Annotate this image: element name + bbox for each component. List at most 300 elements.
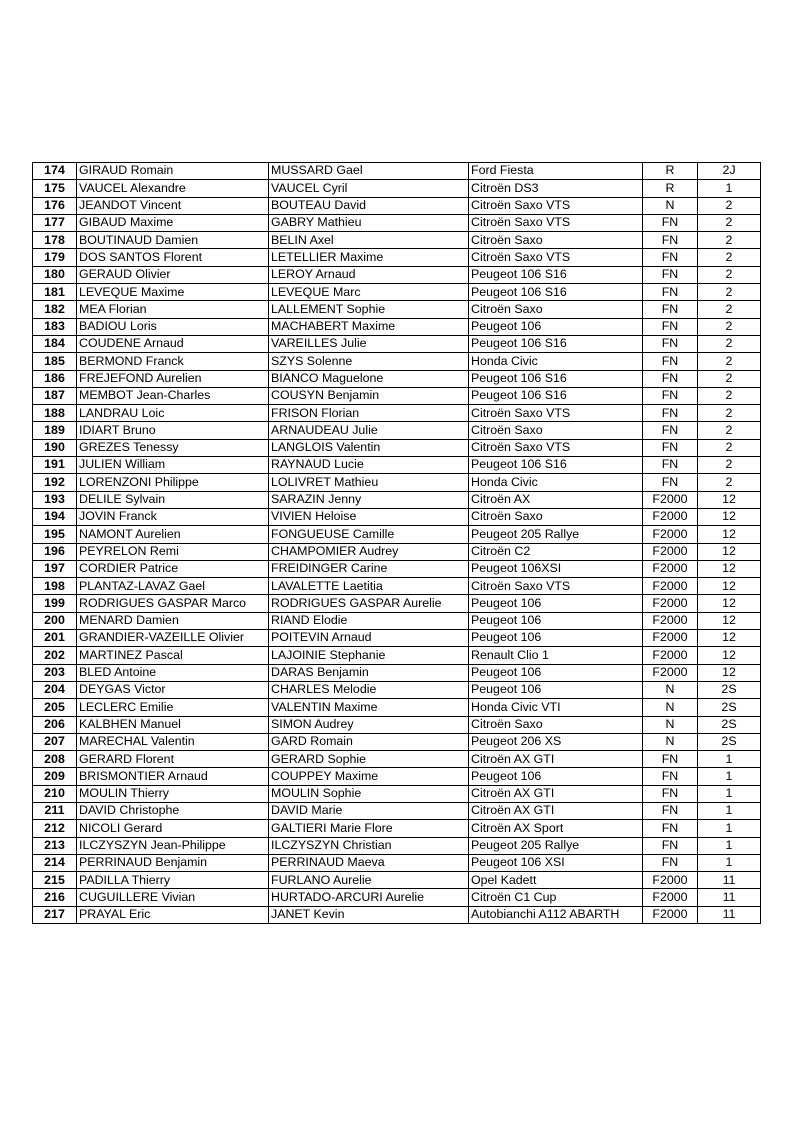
table-row	[33, 733, 761, 750]
group-cell: N	[643, 681, 698, 698]
pilot-name: CORDIER Patrice	[77, 560, 269, 577]
class-cell: 1	[698, 751, 761, 768]
table-row	[33, 837, 761, 854]
table-row	[33, 768, 761, 785]
class-cell: 12	[698, 543, 761, 560]
group-cell: F2000	[643, 508, 698, 525]
table-row	[33, 457, 761, 474]
group-cell: FN	[643, 318, 698, 335]
pilot-name: JULIEN William	[77, 457, 269, 474]
car-model: Citroën Saxo	[469, 508, 643, 525]
entry-number: 205	[33, 699, 77, 716]
group-cell: N	[643, 733, 698, 750]
class-cell: 2	[698, 422, 761, 439]
pilot-name: GIBAUD Maxime	[77, 214, 269, 231]
class-cell: 2	[698, 301, 761, 318]
entry-number: 188	[33, 405, 77, 422]
table-row	[33, 820, 761, 837]
entry-number: 206	[33, 716, 77, 733]
pilot-name: GIRAUD Romain	[77, 163, 269, 180]
group-cell: FN	[643, 820, 698, 837]
entry-number: 196	[33, 543, 77, 560]
car-model: Peugeot 106	[469, 595, 643, 612]
copilot-name: FRISON Florian	[269, 405, 469, 422]
entry-number: 187	[33, 387, 77, 404]
pilot-name: FREJEFOND Aurelien	[77, 370, 269, 387]
group-cell: F2000	[643, 612, 698, 629]
entry-number: 194	[33, 508, 77, 525]
car-model: Citroën AX GTI	[469, 751, 643, 768]
car-model: Autobianchi A112 ABARTH	[469, 906, 643, 923]
copilot-name: GABRY Mathieu	[269, 214, 469, 231]
group-cell: FN	[643, 370, 698, 387]
pilot-name: BERMOND Franck	[77, 353, 269, 370]
class-cell: 11	[698, 889, 761, 906]
group-cell: N	[643, 197, 698, 214]
pilot-name: LEVEQUE Maxime	[77, 284, 269, 301]
group-cell: F2000	[643, 630, 698, 647]
copilot-name: MUSSARD Gael	[269, 163, 469, 180]
entry-number: 185	[33, 353, 77, 370]
entry-list-table	[32, 162, 761, 924]
entry-number: 181	[33, 284, 77, 301]
group-cell: FN	[643, 232, 698, 249]
entry-number: 174	[33, 163, 77, 180]
car-model: Peugeot 106	[469, 681, 643, 698]
class-cell: 12	[698, 630, 761, 647]
group-cell: FN	[643, 768, 698, 785]
pilot-name: PRAYAL Eric	[77, 906, 269, 923]
entry-number: 213	[33, 837, 77, 854]
table-row	[33, 526, 761, 543]
pilot-name: NAMONT Aurelien	[77, 526, 269, 543]
copilot-name: CHAMPOMIER Audrey	[269, 543, 469, 560]
copilot-name: LANGLOIS Valentin	[269, 439, 469, 456]
entry-number: 192	[33, 474, 77, 491]
entry-number: 193	[33, 491, 77, 508]
entry-number: 203	[33, 664, 77, 681]
class-cell: 2	[698, 405, 761, 422]
car-model: Citroën C2	[469, 543, 643, 560]
table-row	[33, 387, 761, 404]
copilot-name: COUSYN Benjamin	[269, 387, 469, 404]
class-cell: 2	[698, 266, 761, 283]
entry-list-body	[33, 163, 761, 924]
car-model: Peugeot 106 S16	[469, 284, 643, 301]
group-cell: FN	[643, 335, 698, 352]
entry-number: 198	[33, 578, 77, 595]
copilot-name: GALTIERI Marie Flore	[269, 820, 469, 837]
copilot-name: VAUCEL Cyril	[269, 180, 469, 197]
copilot-name: VIVIEN Heloise	[269, 508, 469, 525]
copilot-name: RAYNAUD Lucie	[269, 457, 469, 474]
class-cell: 12	[698, 647, 761, 664]
copilot-name: SIMON Audrey	[269, 716, 469, 733]
car-model: Honda Civic VTI	[469, 699, 643, 716]
copilot-name: LEROY Arnaud	[269, 266, 469, 283]
pilot-name: GREZES Tenessy	[77, 439, 269, 456]
group-cell: F2000	[643, 595, 698, 612]
class-cell: 1	[698, 854, 761, 871]
entry-number: 208	[33, 751, 77, 768]
pilot-name: DOS SANTOS Florent	[77, 249, 269, 266]
group-cell: FN	[643, 284, 698, 301]
table-row	[33, 785, 761, 802]
group-cell: F2000	[643, 526, 698, 543]
group-cell: FN	[643, 457, 698, 474]
pilot-name: PLANTAZ-LAVAZ Gael	[77, 578, 269, 595]
pilot-name: DEYGAS Victor	[77, 681, 269, 698]
group-cell: FN	[643, 751, 698, 768]
car-model: Citroën AX	[469, 491, 643, 508]
table-row	[33, 681, 761, 698]
entry-number: 195	[33, 526, 77, 543]
pilot-name: JEANDOT Vincent	[77, 197, 269, 214]
table-row	[33, 197, 761, 214]
pilot-name: BLED Antoine	[77, 664, 269, 681]
car-model: Peugeot 106 S16	[469, 387, 643, 404]
entry-number: 216	[33, 889, 77, 906]
copilot-name: HURTADO-ARCURI Aurelie	[269, 889, 469, 906]
class-cell: 2	[698, 387, 761, 404]
car-model: Opel Kadett	[469, 872, 643, 889]
entry-number: 201	[33, 630, 77, 647]
pilot-name: COUDENE Arnaud	[77, 335, 269, 352]
copilot-name: BIANCO Maguelone	[269, 370, 469, 387]
class-cell: 2	[698, 214, 761, 231]
copilot-name: SZYS Solenne	[269, 353, 469, 370]
class-cell: 11	[698, 906, 761, 923]
group-cell: F2000	[643, 578, 698, 595]
table-row	[33, 405, 761, 422]
class-cell: 12	[698, 560, 761, 577]
class-cell: 12	[698, 578, 761, 595]
copilot-name: LAVALETTE Laetitia	[269, 578, 469, 595]
pilot-name: BADIOU Loris	[77, 318, 269, 335]
copilot-name: JANET Kevin	[269, 906, 469, 923]
car-model: Citroën AX Sport	[469, 820, 643, 837]
copilot-name: VALENTIN Maxime	[269, 699, 469, 716]
car-model: Citroën Saxo	[469, 232, 643, 249]
table-row	[33, 647, 761, 664]
copilot-name: SARAZIN Jenny	[269, 491, 469, 508]
car-model: Peugeot 106	[469, 768, 643, 785]
pilot-name: IDIART Bruno	[77, 422, 269, 439]
pilot-name: GRANDIER-VAZEILLE Olivier	[77, 630, 269, 647]
car-model: Honda Civic	[469, 353, 643, 370]
entry-number: 199	[33, 595, 77, 612]
pilot-name: PEYRELON Remi	[77, 543, 269, 560]
pilot-name: ILCZYSZYN Jean-Philippe	[77, 837, 269, 854]
group-cell: F2000	[643, 543, 698, 560]
class-cell: 12	[698, 595, 761, 612]
pilot-name: VAUCEL Alexandre	[77, 180, 269, 197]
table-row	[33, 318, 761, 335]
class-cell: 1	[698, 785, 761, 802]
entry-number: 190	[33, 439, 77, 456]
entry-number: 200	[33, 612, 77, 629]
car-model: Peugeot 106 S16	[469, 457, 643, 474]
entry-number: 176	[33, 197, 77, 214]
class-cell: 2	[698, 439, 761, 456]
car-model: Renault Clio 1	[469, 647, 643, 664]
car-model: Citroën DS3	[469, 180, 643, 197]
group-cell: FN	[643, 474, 698, 491]
car-model: Peugeot 205 Rallye	[469, 837, 643, 854]
copilot-name: LOLIVRET Mathieu	[269, 474, 469, 491]
class-cell: 12	[698, 612, 761, 629]
group-cell: FN	[643, 266, 698, 283]
table-row	[33, 560, 761, 577]
table-row	[33, 578, 761, 595]
group-cell: FN	[643, 249, 698, 266]
class-cell: 2	[698, 197, 761, 214]
copilot-name: VAREILLES Julie	[269, 335, 469, 352]
table-row	[33, 751, 761, 768]
car-model: Peugeot 106	[469, 612, 643, 629]
pilot-name: NICOLI Gerard	[77, 820, 269, 837]
entry-number: 178	[33, 232, 77, 249]
group-cell: FN	[643, 214, 698, 231]
copilot-name: LETELLIER Maxime	[269, 249, 469, 266]
table-row	[33, 491, 761, 508]
pilot-name: MARECHAL Valentin	[77, 733, 269, 750]
car-model: Peugeot 106	[469, 318, 643, 335]
copilot-name: GERARD Sophie	[269, 751, 469, 768]
car-model: Peugeot 205 Rallye	[469, 526, 643, 543]
group-cell: F2000	[643, 647, 698, 664]
pilot-name: DAVID Christophe	[77, 802, 269, 819]
car-model: Peugeot 106 S16	[469, 266, 643, 283]
entry-number: 210	[33, 785, 77, 802]
class-cell: 2S	[698, 681, 761, 698]
entry-number: 189	[33, 422, 77, 439]
copilot-name: COUPPEY Maxime	[269, 768, 469, 785]
entry-number: 214	[33, 854, 77, 871]
entry-number: 180	[33, 266, 77, 283]
table-row	[33, 301, 761, 318]
entry-number: 211	[33, 802, 77, 819]
car-model: Citroën Saxo VTS	[469, 214, 643, 231]
entry-number: 182	[33, 301, 77, 318]
class-cell: 1	[698, 802, 761, 819]
class-cell: 2S	[698, 733, 761, 750]
entry-number: 179	[33, 249, 77, 266]
pilot-name: KALBHEN Manuel	[77, 716, 269, 733]
car-model: Citroën Saxo VTS	[469, 405, 643, 422]
group-cell: FN	[643, 353, 698, 370]
pilot-name: RODRIGUES GASPAR Marco	[77, 595, 269, 612]
pilot-name: BRISMONTIER Arnaud	[77, 768, 269, 785]
car-model: Citroën AX GTI	[469, 802, 643, 819]
pilot-name: LANDRAU Loic	[77, 405, 269, 422]
class-cell: 12	[698, 491, 761, 508]
entry-number: 175	[33, 180, 77, 197]
car-model: Honda Civic	[469, 474, 643, 491]
entry-number: 183	[33, 318, 77, 335]
table-row	[33, 906, 761, 923]
car-model: Citroën Saxo	[469, 422, 643, 439]
car-model: Peugeot 106 S16	[469, 370, 643, 387]
copilot-name: FREIDINGER Carine	[269, 560, 469, 577]
table-row	[33, 439, 761, 456]
table-row	[33, 232, 761, 249]
copilot-name: POITEVIN Arnaud	[269, 630, 469, 647]
copilot-name: ILCZYSZYN Christian	[269, 837, 469, 854]
copilot-name: LALLEMENT Sophie	[269, 301, 469, 318]
copilot-name: GARD Romain	[269, 733, 469, 750]
class-cell: 2J	[698, 163, 761, 180]
table-row	[33, 612, 761, 629]
class-cell: 1	[698, 820, 761, 837]
group-cell: F2000	[643, 491, 698, 508]
class-cell: 12	[698, 526, 761, 543]
car-model: Citroën Saxo VTS	[469, 197, 643, 214]
table-row	[33, 163, 761, 180]
class-cell: 2	[698, 249, 761, 266]
table-row	[33, 543, 761, 560]
table-row	[33, 889, 761, 906]
group-cell: F2000	[643, 664, 698, 681]
car-model: Citroën Saxo VTS	[469, 439, 643, 456]
class-cell: 1	[698, 768, 761, 785]
pilot-name: LECLERC Emilie	[77, 699, 269, 716]
group-cell: F2000	[643, 889, 698, 906]
entry-number: 217	[33, 906, 77, 923]
table-row	[33, 214, 761, 231]
car-model: Citroën Saxo VTS	[469, 578, 643, 595]
pilot-name: MENARD Damien	[77, 612, 269, 629]
group-cell: FN	[643, 405, 698, 422]
class-cell: 12	[698, 664, 761, 681]
group-cell: FN	[643, 837, 698, 854]
class-cell: 2	[698, 457, 761, 474]
pilot-name: PERRINAUD Benjamin	[77, 854, 269, 871]
class-cell: 1	[698, 180, 761, 197]
copilot-name: PERRINAUD Maeva	[269, 854, 469, 871]
entry-number: 177	[33, 214, 77, 231]
table-row	[33, 284, 761, 301]
class-cell: 2	[698, 353, 761, 370]
class-cell: 2	[698, 318, 761, 335]
table-row	[33, 180, 761, 197]
pilot-name: PADILLA Thierry	[77, 872, 269, 889]
entry-number: 215	[33, 872, 77, 889]
class-cell: 2S	[698, 699, 761, 716]
copilot-name: DARAS Benjamin	[269, 664, 469, 681]
group-cell: FN	[643, 785, 698, 802]
pilot-name: MOULIN Thierry	[77, 785, 269, 802]
car-model: Citroën Saxo VTS	[469, 249, 643, 266]
group-cell: N	[643, 699, 698, 716]
table-row	[33, 353, 761, 370]
table-row	[33, 854, 761, 871]
copilot-name: MOULIN Sophie	[269, 785, 469, 802]
table-row	[33, 716, 761, 733]
class-cell: 2	[698, 284, 761, 301]
pilot-name: MEMBOT Jean-Charles	[77, 387, 269, 404]
class-cell: 12	[698, 508, 761, 525]
group-cell: F2000	[643, 560, 698, 577]
car-model: Peugeot 206 XS	[469, 733, 643, 750]
table-row	[33, 422, 761, 439]
entry-number: 191	[33, 457, 77, 474]
group-cell: FN	[643, 387, 698, 404]
copilot-name: FONGUEUSE Camille	[269, 526, 469, 543]
pilot-name: GERARD Florent	[77, 751, 269, 768]
car-model: Peugeot 106XSI	[469, 560, 643, 577]
copilot-name: RODRIGUES GASPAR Aurelie	[269, 595, 469, 612]
group-cell: FN	[643, 301, 698, 318]
table-row	[33, 249, 761, 266]
copilot-name: ARNAUDEAU Julie	[269, 422, 469, 439]
pilot-name: JOVIN Franck	[77, 508, 269, 525]
group-cell: R	[643, 180, 698, 197]
table-row	[33, 872, 761, 889]
group-cell: N	[643, 716, 698, 733]
entry-number: 197	[33, 560, 77, 577]
pilot-name: CUGUILLERE Vivian	[77, 889, 269, 906]
car-model: Peugeot 106 XSI	[469, 854, 643, 871]
copilot-name: BELIN Axel	[269, 232, 469, 249]
table-row	[33, 630, 761, 647]
table-row	[33, 335, 761, 352]
class-cell: 2S	[698, 716, 761, 733]
table-row	[33, 664, 761, 681]
class-cell: 2	[698, 370, 761, 387]
copilot-name: LAJOINIE Stephanie	[269, 647, 469, 664]
group-cell: F2000	[643, 906, 698, 923]
class-cell: 2	[698, 335, 761, 352]
group-cell: FN	[643, 422, 698, 439]
table-row	[33, 595, 761, 612]
car-model: Peugeot 106	[469, 630, 643, 647]
car-model: Citroën C1 Cup	[469, 889, 643, 906]
class-cell: 2	[698, 232, 761, 249]
car-model: Citroën Saxo	[469, 301, 643, 318]
entry-number: 184	[33, 335, 77, 352]
entry-number: 204	[33, 681, 77, 698]
table-row	[33, 508, 761, 525]
car-model: Peugeot 106 S16	[469, 335, 643, 352]
copilot-name: FURLANO Aurelie	[269, 872, 469, 889]
entry-number: 186	[33, 370, 77, 387]
copilot-name: BOUTEAU David	[269, 197, 469, 214]
class-cell: 11	[698, 872, 761, 889]
group-cell: FN	[643, 802, 698, 819]
table-row	[33, 802, 761, 819]
entry-number: 202	[33, 647, 77, 664]
group-cell: F2000	[643, 872, 698, 889]
group-cell: FN	[643, 854, 698, 871]
copilot-name: LEVEQUE Marc	[269, 284, 469, 301]
class-cell: 2	[698, 474, 761, 491]
car-model: Citroën AX GTI	[469, 785, 643, 802]
copilot-name: RIAND Elodie	[269, 612, 469, 629]
class-cell: 1	[698, 837, 761, 854]
car-model: Peugeot 106	[469, 664, 643, 681]
group-cell: R	[643, 163, 698, 180]
copilot-name: CHARLES Melodie	[269, 681, 469, 698]
car-model: Ford Fiesta	[469, 163, 643, 180]
pilot-name: LORENZONI Philippe	[77, 474, 269, 491]
pilot-name: MARTINEZ Pascal	[77, 647, 269, 664]
pilot-name: GERAUD Olivier	[77, 266, 269, 283]
entry-number: 207	[33, 733, 77, 750]
entry-number: 209	[33, 768, 77, 785]
group-cell: FN	[643, 439, 698, 456]
car-model: Citroën Saxo	[469, 716, 643, 733]
